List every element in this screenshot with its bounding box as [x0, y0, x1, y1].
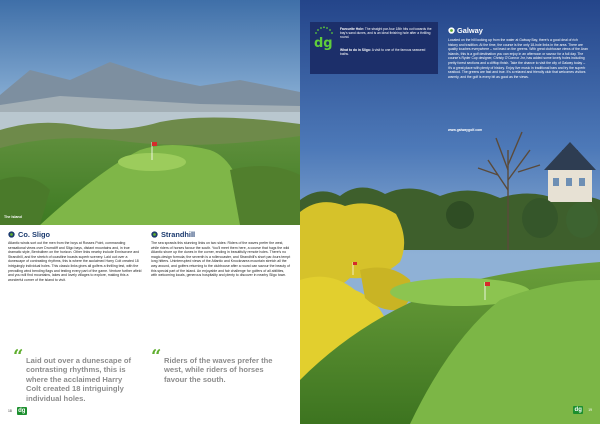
left-page-footer	[8, 407, 27, 415]
quote-mark-icon: “	[151, 346, 162, 367]
local-tip-text	[340, 48, 435, 56]
section-heading-sligo	[8, 230, 50, 239]
golf-course-photo-sligo	[0, 0, 300, 225]
location-pin-icon	[151, 231, 158, 238]
dg-logo	[314, 34, 332, 52]
favourite-hole-label: Favourite Hole:	[340, 27, 364, 31]
quote-mark-icon: “	[13, 346, 24, 367]
section-body-galway: Located on the hill looking up from the water at Galway Bay, there's a good deal of rich history and tradition. At the time, the course is the only 18-hole links in the area. There are quality touches everywhere – not least on the greens. With great clubhouse views of the Aran Islands, this is a golf destination you can enjoy in an afternoon or savour for a full day. The course's Ryder Cup designer, Christy O'Connor Jnr, has added some lovely holes including pretty forest sections and a clifftop finish. Take the chance to visit the city of Galway today – it's a great place with plenty of history. Enjoy live music in traditional bars and try the superb seafood. The greens are fast and true. It's a relaxed and friendly club that welcomes visitors warmly, and the golf is every bit as good as the views.	[448, 38, 588, 79]
right-page-footer	[573, 406, 592, 414]
pull-quote-strandhill	[151, 346, 282, 384]
website-link[interactable]: www.galwaygolf.com	[448, 128, 483, 132]
location-pin-icon	[448, 27, 455, 34]
location-pin-icon	[8, 231, 15, 238]
section-body-sligo: Atlantic winds sort out the men from the boys at Rosses Point, commanding sensational views over Drumcliff and Sligo bays, distant mountains and, in true dramatic style, Benbulben on the horizon. Other links nearby include Enniscrone and Strandhill, and the stretch of coastline boasts superb scenery. Laid out over a dunescape of contrasting rhythms, this is where the acclaimed Harry Colt created 18 intriguingly individual holes. This classic links gives all golfers a thrilling test, with the prevailing wind bending flags and testing every part of the game. Venture further afield and you will find mountains, lakes and lovely villages to explore, making this a wonderful corner of the island to visit.	[8, 241, 142, 282]
local-tip-label: What to do in Sligo:	[340, 48, 371, 52]
page-number: 19	[588, 408, 592, 412]
local-tip-body: A visit to one of the famous seaweed baths.	[340, 48, 426, 57]
pull-quote-sligo	[13, 346, 138, 403]
page-number: 18	[8, 409, 12, 413]
section-title: Galway	[457, 26, 483, 35]
dg-logo-text: dg	[314, 36, 333, 51]
favourite-hole-body: The straight par-four 18th hits out towards the bay's sand dunes, and is an ideal finishing hole after a thrilling round.	[340, 27, 432, 40]
right-page	[300, 0, 600, 424]
dg-logo-badge: dg	[18, 408, 26, 414]
photo-caption: The Island	[4, 215, 22, 219]
section-title: Co. Sligo	[18, 230, 51, 239]
section-body-strandhill: The sea sprawls this stunning links on two sides: Riders of the waves prefer the west, while riders of horses favour the south. You'll meet them here, a course that hugs the wild Atlantic shore up the dunes in the corner, ending in beautifully remote holes. There's no magic-design formula; the seventh is a rollercoaster, and Strandhill's short par-fours tempt long hitters. Uninterrupted views of the Atlantic and Knocknarea mountain stretch all the way around, and golfers returning to the clubhouse after a round can savour the beauty of this special part of the island. An enjoyable and fair challenge for golfers of all abilities, with welcoming locals, generous hospitality and plenty to discover in nearby Sligo town.	[151, 241, 291, 278]
pull-quote-text: Riders of the waves prefer the west, while riders of horses favour the south.	[164, 356, 273, 384]
section-heading-strandhill	[151, 230, 195, 239]
favourite-hole-text	[340, 27, 435, 40]
info-box	[310, 22, 438, 74]
dg-logo-badge: dg	[574, 407, 582, 413]
section-title: Strandhill	[161, 230, 196, 239]
pull-quote-text: Laid out over a dunescape of contrasting rhythms, this is where the acclaimed Harry Colt created 18 intriguingly individual holes.	[26, 356, 132, 403]
